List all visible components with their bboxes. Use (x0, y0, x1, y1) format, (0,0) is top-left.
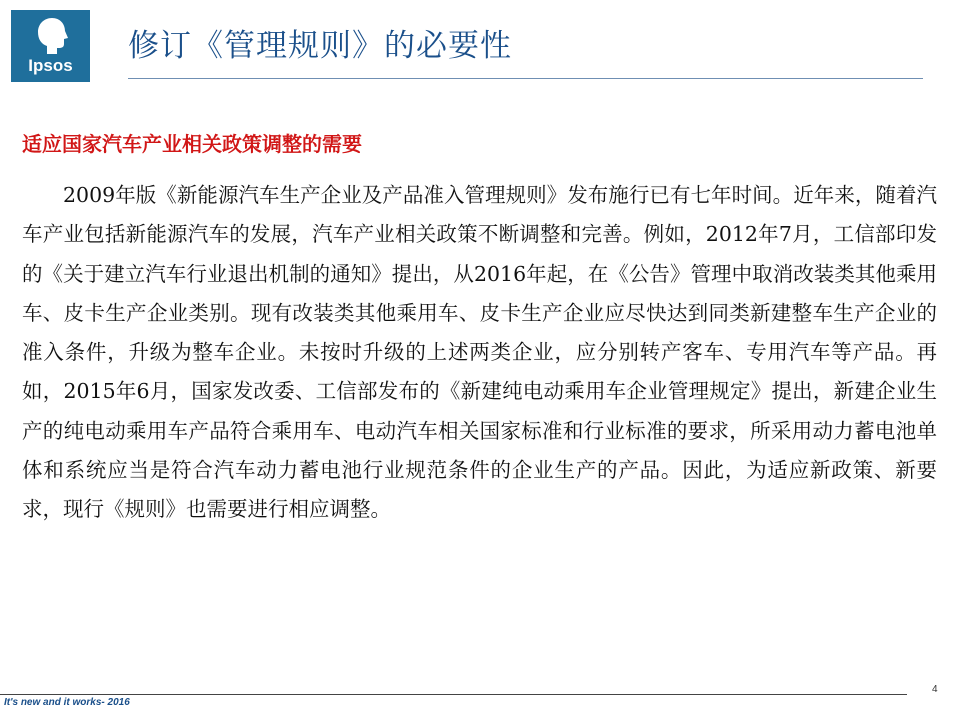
page-number: 4 (932, 684, 938, 695)
logo-text: Ipsos (28, 56, 73, 75)
ipsos-logo (11, 10, 90, 82)
slide-title: 修订《管理规则》的必要性 (128, 28, 512, 64)
section-subheading: 适应国家汽车产业相关政策调整的需要 (22, 132, 362, 156)
footer-divider (0, 694, 907, 695)
body-paragraph: 2009年版《新能源汽车生产企业及产品准入管理规则》发布施行已有七年时间。近年来，随着汽车产业包括新能源汽车的发展，汽车产业相关政策不断调整和完善。例如，2012年7月，工信部印发的《关于建立汽车行业退出机制的通知》提出，从2016年起，在《公告》管理中取消改装类其他乘用车、皮卡生产企业类别。现有改装类其他乘用车、皮卡生产企业应尽快达到同类新建整车生产企业的准入条件，升级为整车企业。未按时升级的上述两类企业，应分别转产客车、专用汽车等产品。再如，2015年6月，国家发改委、工信部发布的《新建纯电动乘用车企业管理规定》提出，新建企业生产的纯电动乘用车产品符合乘用车、电动汽车相关国家标准和行业标准的要求，所采用动力蓄电池单体和系统应当是符合汽车动力蓄电池行业规范条件的企业生产的产品。因此，为适应新政策、新要求，现行《规则》也需要进行相应调整。 (22, 183, 937, 522)
footer-tagline: It's new and it works- 2016 (4, 697, 130, 708)
title-divider (128, 78, 923, 79)
head-silhouette-icon (33, 16, 69, 56)
